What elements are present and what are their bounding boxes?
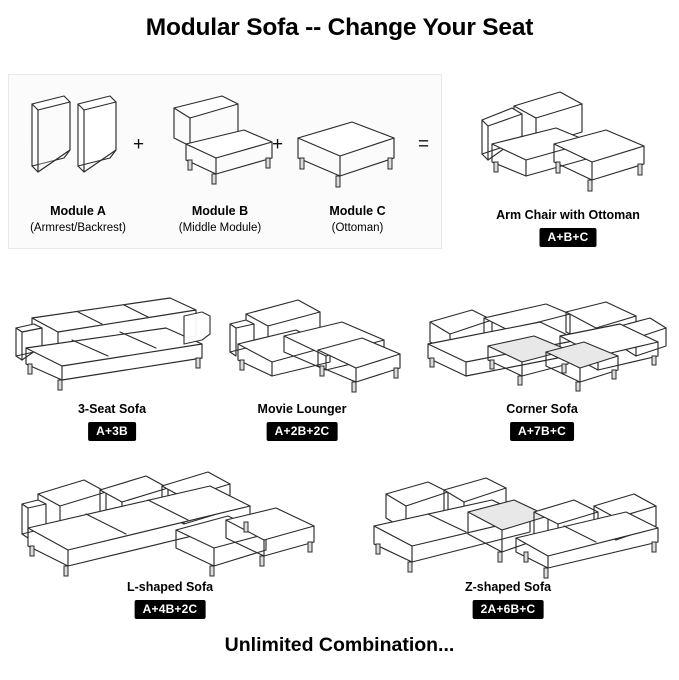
three-seat-sofa-illustration (10, 288, 210, 388)
module-b-sub: (Middle Module) (178, 222, 262, 234)
armchair-ottoman-illustration (466, 78, 666, 198)
module-b-name: Module B (191, 204, 249, 218)
plus-operator-2: + (272, 134, 284, 155)
three-seat-sofa-label: 3-Seat Sofa (77, 402, 147, 416)
footer-title: Unlimited Combination... (224, 634, 455, 656)
z-shaped-sofa-code-badge: 2A+6B+C (473, 600, 544, 619)
corner-sofa-label: Corner Sofa (506, 402, 578, 416)
l-shaped-sofa-illustration (14, 464, 324, 579)
movie-lounger-illustration (222, 288, 412, 388)
module-a-sub: (Armrest/Backrest) (30, 222, 126, 234)
corner-sofa-illustration (420, 288, 670, 393)
three-seat-sofa-code-badge: A+3B (88, 422, 136, 441)
movie-lounger-label: Movie Lounger (257, 402, 347, 416)
module-a-name: Module A (50, 204, 106, 218)
module-c-sub: (Ottoman) (331, 222, 384, 234)
result-label: Arm Chair with Ottoman (496, 208, 640, 222)
equals-operator: = (418, 134, 430, 155)
plus-operator-1: + (133, 134, 145, 155)
module-b-illustration (160, 86, 285, 196)
movie-lounger-code-badge: A+2B+2C (267, 422, 338, 441)
l-shaped-sofa-label: L-shaped Sofa (126, 580, 214, 594)
module-c-name: Module C (329, 204, 386, 218)
z-shaped-sofa-illustration (358, 464, 663, 579)
module-a-illustration (18, 86, 138, 196)
l-shaped-sofa-code-badge: A+4B+2C (135, 600, 206, 619)
module-c-illustration (290, 100, 415, 195)
result-code-badge: A+B+C (539, 228, 596, 247)
z-shaped-sofa-label: Z-shaped Sofa (464, 580, 552, 594)
corner-sofa-code-badge: A+7B+C (510, 422, 574, 441)
page-title: Modular Sofa -- Change Your Seat (145, 14, 534, 41)
